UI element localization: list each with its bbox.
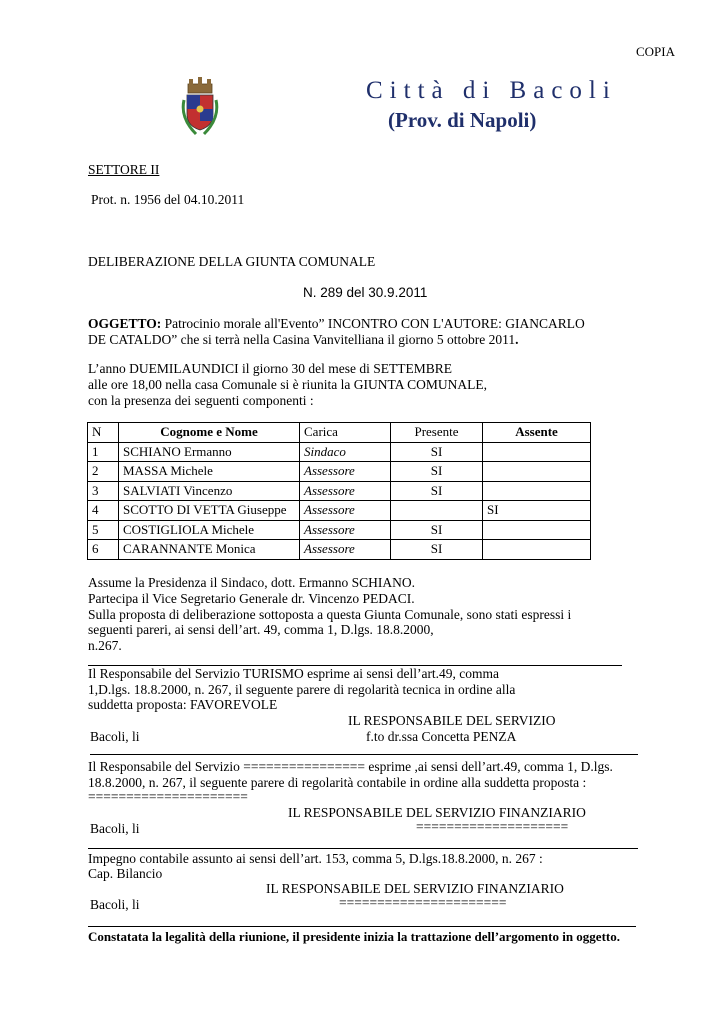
table-row [88, 520, 591, 540]
cell-role: Assessore [300, 520, 391, 540]
cell-number: 5 [88, 520, 119, 540]
presidency-line-4: seguenti pareri, ai sensi dell’art. 49, comma 1, D.lgs. 18.8.2000, [88, 622, 434, 637]
cell-name: SCHIANO Ermanno [119, 442, 300, 462]
cell-role: Assessore [300, 462, 391, 482]
deliberation-heading: DELIBERAZIONE DELLA GIUNTA COMUNALE [88, 254, 376, 269]
cell-role: Assessore [300, 481, 391, 501]
technical-line-1: Il Responsabile del Servizio TURISMO esprime ai sensi dell’art.49, comma [88, 666, 500, 681]
city-title: Città di Bacoli [366, 77, 617, 104]
commitment-signature: ====================== [339, 895, 507, 910]
cell-number: 4 [88, 501, 119, 521]
technical-signature: f.to dr.ssa Concetta PENZA [366, 729, 517, 744]
cell-role: Sindaco [300, 442, 391, 462]
cell-absent [483, 462, 591, 482]
table-row [88, 442, 591, 462]
cell-role: Assessore [300, 540, 391, 560]
closing-statement: Constatata la legalità della riunione, il presidente inizia la trattazione dell’argomento in oggetto. [88, 929, 620, 944]
subject-label: OGGETTO: [88, 316, 162, 331]
table-row [88, 481, 591, 501]
presidency-line-1: Assume la Presidenza il Sindaco, dott. Ermanno SCHIANO. [88, 575, 415, 590]
cell-absent [483, 520, 591, 540]
subject-text-end: . [515, 332, 519, 347]
divider [88, 848, 638, 849]
commitment-line-1: Impegno contabile assunto ai sensi dell’art. 153, comma 5, D.lgs.18.8.2000, n. 267 : [88, 851, 543, 866]
cell-number: 3 [88, 481, 119, 501]
subject-text-2: DE CATALDO” che si terrà nella Casina Vanvitelliana il giorno 5 ottobre 2011 [88, 332, 516, 347]
accounting-line-2: 18.8.2000, n. 267, il seguente parere di regolarità contabile in ordine alla suddetta proposta : [88, 775, 587, 790]
deliberation-number: N. 289 del 30.9.2011 [303, 285, 428, 300]
intro-line-1: L’anno DUEMILAUNDICI il giorno 30 del mese di SETTEMBRE [88, 361, 452, 376]
cell-absent: SI [483, 501, 591, 521]
accounting-place: Bacoli, li [90, 821, 140, 836]
presidency-line-3: Sulla proposta di deliberazione sottoposta a questa Giunta Comunale, sono stati espressi i [88, 607, 572, 622]
cell-absent [483, 481, 591, 501]
cell-present: SI [391, 442, 483, 462]
header-role: Carica [300, 423, 391, 443]
header-absent: Assente [483, 423, 591, 443]
accounting-line-1: Il Responsabile del Servizio ================ esprime ,ai sensi dell’art.49, comma 1, D.lgs. [88, 759, 613, 774]
technical-signer-title: IL RESPONSABILE DEL SERVIZIO [348, 713, 556, 728]
crown-icon [188, 77, 212, 93]
table-row [88, 501, 591, 521]
header-number: N [88, 423, 119, 443]
commitment-line-2: Cap. Bilancio [88, 866, 163, 881]
intro-line-2: alle ore 18,00 nella casa Comunale si è riunita la GIUNTA COMUNALE, [88, 377, 487, 392]
cell-name: CARANNANTE Monica [119, 540, 300, 560]
attendance-table [87, 422, 591, 560]
city-coat-of-arms [178, 76, 222, 140]
accounting-line-3: ===================== [88, 789, 248, 804]
commitment-place: Bacoli, li [90, 897, 140, 912]
protocol-line: Prot. n. 1956 del 04.10.2011 [91, 192, 245, 207]
header-present: Presente [391, 423, 483, 443]
intro-line-3: con la presenza dei seguenti componenti : [88, 393, 314, 408]
accounting-signer-title: IL RESPONSABILE DEL SERVIZIO FINANZIARIO [288, 805, 586, 820]
table-row [88, 462, 591, 482]
subject-text-1: Patrocinio morale all'Evento” INCONTRO CON L'AUTORE: GIANCARLO [161, 316, 585, 331]
copy-label: COPIA [636, 44, 676, 59]
subject-line-2 [88, 332, 518, 348]
shield-icon [187, 95, 213, 130]
cell-present [391, 501, 483, 521]
cell-name: COSTIGLIOLA Michele [119, 520, 300, 540]
cell-name: SCOTTO DI VETTA Giuseppe [119, 501, 300, 521]
table-row [88, 540, 591, 560]
cell-name: SALVIATI Vincenzo [119, 481, 300, 501]
commitment-signer-title: IL RESPONSABILE DEL SERVIZIO FINANZIARIO [266, 881, 564, 896]
cell-present: SI [391, 481, 483, 501]
sector-label: SETTORE II [88, 162, 160, 177]
technical-line-2: 1,D.lgs. 18.8.2000, n. 267, il seguente parere di regolarità tecnica in ordine alla [88, 682, 516, 697]
cell-number: 6 [88, 540, 119, 560]
presidency-line-5: n.267. [88, 638, 122, 653]
cell-present: SI [391, 520, 483, 540]
cell-absent [483, 540, 591, 560]
cell-present: SI [391, 462, 483, 482]
cell-absent [483, 442, 591, 462]
divider [90, 754, 638, 755]
header-name: Cognome e Nome [119, 423, 300, 443]
technical-line-3: suddetta proposta: FAVOREVOLE [88, 697, 278, 712]
divider [88, 926, 636, 927]
presidency-line-2: Partecipa il Vice Segretario Generale dr. Vincenzo PEDACI. [88, 591, 415, 606]
table-header-row [88, 423, 591, 443]
cell-number: 2 [88, 462, 119, 482]
cell-role: Assessore [300, 501, 391, 521]
cell-name: MASSA Michele [119, 462, 300, 482]
cell-number: 1 [88, 442, 119, 462]
technical-place: Bacoli, li [90, 729, 140, 744]
province-title: (Prov. di Napoli) [388, 108, 537, 132]
subject-line-1 [88, 316, 585, 332]
cell-present: SI [391, 540, 483, 560]
accounting-signature: ==================== [416, 819, 569, 834]
